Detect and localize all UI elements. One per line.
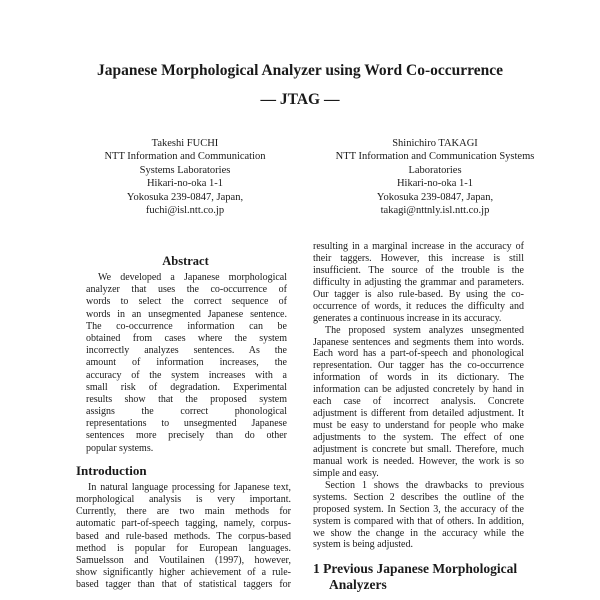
section-heading-line: Analyzers (329, 577, 387, 593)
text-line: systems. Section 2 describes the outline of the (313, 491, 524, 503)
author-line: fuchi@isl.ntt.co.jp (145, 205, 225, 217)
text-line: automatic part-of-speech tagging, namely, corpus- (76, 518, 291, 530)
text-line: Samuelsson and Voutilainen (1997), however, (76, 554, 291, 566)
author-line: takagi@nttnly.isl.ntt.co.jp (380, 205, 490, 217)
author-line: Laboratories (408, 164, 462, 176)
text-line: system is compared with that of others. In addition, (313, 515, 524, 527)
text-line: resulting in a marginal increase in the accuracy of (313, 241, 524, 252)
text-line: The proposed system analyzes unsegmented (325, 324, 524, 336)
text-line: Japanese sentences and segments them into words. (313, 336, 524, 348)
text-line: adjustment is concrete but small. Therefore, much (313, 443, 524, 455)
text-line: their taggers. However, this increase is still (313, 252, 524, 264)
text-line: difficulty in adjusting the grammar and parameters. (313, 276, 524, 288)
text-line: adjustment is different from detailed adjustment. It (313, 408, 524, 420)
text-line: representation. Our tagger has the co-occurrence (313, 360, 524, 372)
text-line: insufficient. The source of the trouble is the (313, 264, 524, 276)
text-line: The co-occurrence information can be (86, 320, 287, 332)
text-line: morphological analysis is very important. (76, 494, 291, 505)
text-line: obtained from cases where the system (86, 332, 287, 344)
abstract-heading: Abstract (162, 254, 209, 268)
right-column (313, 241, 524, 593)
text-line: show significantly higher achievement of a rule- (76, 567, 291, 579)
text-line: based tagger than that of statistical taggers for (76, 579, 291, 591)
text-line: popular systems. (86, 442, 154, 454)
text-line: We developed a Japanese morphological (98, 272, 287, 283)
text-line: system is being adjusted. (313, 539, 413, 551)
text-line: words in an unsegmented Japanese sentence. (86, 308, 287, 320)
text-line: Currently, there are two main methods for (76, 506, 291, 518)
section-heading-line: 1 Previous Japanese Morphological (313, 561, 518, 577)
introduction-heading: Introduction (76, 462, 147, 478)
text-line: occurrence of words, it reduces the difficulty and (313, 300, 524, 312)
author-block-2 (310, 137, 560, 217)
text-line: incorrectly analyzes sentences. As the (86, 345, 287, 357)
abstract-body (80, 272, 291, 455)
text-line: information of words in its dictionary. The (313, 372, 524, 384)
text-line: proposed system. In Section 3, the accuracy of the (313, 503, 524, 515)
author-line: Hikari-no-oka 1-1 (396, 178, 474, 190)
paper-subtitle: — JTAG — (260, 91, 340, 108)
author-line: Systems Laboratories (139, 164, 231, 176)
text-line: amount of information increases, the (86, 357, 287, 369)
text-line: accuracy of the system increases with a (86, 369, 287, 381)
text-line: information can be adjusted concretely by hand in (313, 384, 524, 396)
text-line: Our tagger is also rule-based. By using the co- (313, 288, 524, 300)
author-line: Yokosuka 239-0847, Japan, (126, 191, 244, 203)
text-line: must be easy to understand for people who make (313, 420, 524, 432)
author-block-1 (60, 137, 310, 217)
text-line: analyzer that uses the co-occurrence of (86, 284, 287, 296)
text-line: Section 1 shows the drawbacks to previous (325, 479, 524, 491)
text-line: small risk of degradation. Experimental (86, 381, 287, 393)
author-line: NTT Information and Communication Systems (335, 151, 535, 163)
text-line: method is popular for European languages. (76, 542, 291, 554)
text-line: In natural language processing for Japanese text, (88, 481, 291, 493)
author-line: Hikari-no-oka 1-1 (146, 178, 224, 190)
text-line: Each word has a part-of-speech and phonological (313, 348, 524, 360)
left-column (76, 254, 291, 592)
text-line: results show that the proposed system (86, 393, 287, 405)
text-line: we show the change in the accuracy while the (313, 527, 524, 539)
author-line: NTT Information and Communication (104, 151, 266, 163)
text-line: adjustments to the system. The effect of one (313, 432, 524, 443)
text-line: each case of incorrect analysis. Concrete (313, 396, 524, 408)
introduction-body (76, 482, 291, 592)
text-line: generates a continuous increase in its accuracy. (313, 312, 502, 324)
author-name: Shinichiro TAKAGI (392, 138, 478, 149)
author-line: Yokosuka 239-0847, Japan, (376, 191, 494, 203)
text-line: assigns the correct phonological (86, 406, 287, 418)
text-line: sentences more precisely than do other (86, 430, 287, 442)
text-line: representations to unsegmented Japanese (86, 418, 287, 430)
text-line: manual work is needed. However, the work is so (313, 455, 524, 467)
paper-title: Japanese Morphological Analyzer using Word Co-occurrence (97, 62, 503, 79)
text-line: words to select the correct sequence of (86, 296, 287, 308)
author-name: Takeshi FUCHI (151, 138, 219, 149)
section-1-heading (313, 561, 524, 593)
text-line: based and rule-based methods. The corpus-based (76, 530, 291, 542)
text-line: simple and easy. (313, 467, 379, 479)
